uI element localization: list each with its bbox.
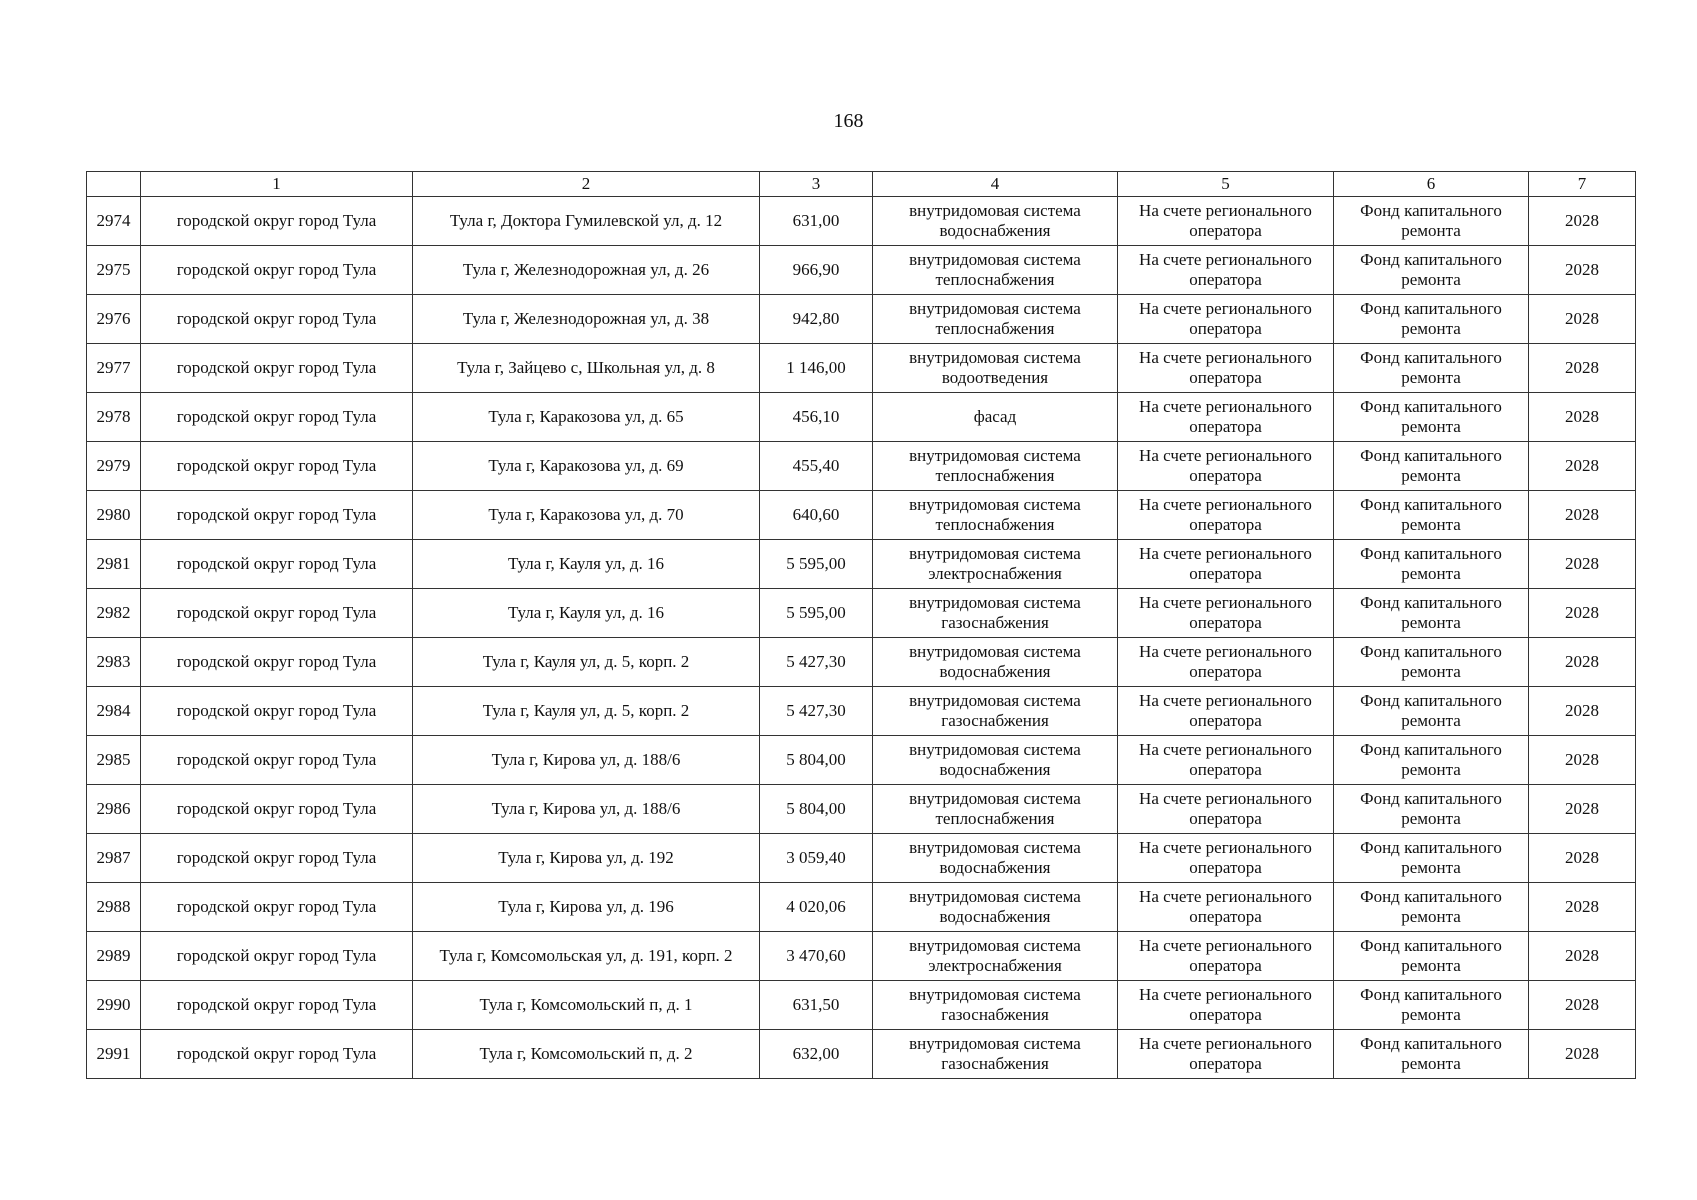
funding-source: Фонд капитального ремонта — [1334, 246, 1529, 295]
funding-source: Фонд капитального ремонта — [1334, 981, 1529, 1030]
fund-account: На счете регионального оператора — [1118, 344, 1334, 393]
year: 2028 — [1529, 344, 1636, 393]
funding-source: Фонд капитального ремонта — [1334, 491, 1529, 540]
funding-source: Фонд капитального ремонта — [1334, 785, 1529, 834]
work-type: внутридомовая система электроснабжения — [873, 932, 1118, 981]
table-row — [87, 883, 1636, 932]
row-number: 2979 — [87, 442, 141, 491]
table-row — [87, 295, 1636, 344]
row-number: 2988 — [87, 883, 141, 932]
area-value: 631,50 — [760, 981, 873, 1030]
fund-account: На счете регионального оператора — [1118, 687, 1334, 736]
municipality: городской округ город Тула — [141, 834, 413, 883]
municipality: городской округ город Тула — [141, 491, 413, 540]
row-number: 2987 — [87, 834, 141, 883]
fund-account: На счете регионального оператора — [1118, 295, 1334, 344]
table-row — [87, 197, 1636, 246]
work-type: внутридомовая система теплоснабжения — [873, 442, 1118, 491]
area-value: 942,80 — [760, 295, 873, 344]
funding-source: Фонд капитального ремонта — [1334, 295, 1529, 344]
year: 2028 — [1529, 834, 1636, 883]
address: Тула г, Железнодорожная ул, д. 26 — [413, 246, 760, 295]
fund-account: На счете регионального оператора — [1118, 736, 1334, 785]
fund-account: На счете регионального оператора — [1118, 638, 1334, 687]
address: Тула г, Кауля ул, д. 16 — [413, 589, 760, 638]
funding-source: Фонд капитального ремонта — [1334, 687, 1529, 736]
area-value: 5 595,00 — [760, 589, 873, 638]
address: Тула г, Кауля ул, д. 16 — [413, 540, 760, 589]
municipality: городской округ город Тула — [141, 736, 413, 785]
area-value: 5 804,00 — [760, 785, 873, 834]
municipality: городской округ город Тула — [141, 540, 413, 589]
year: 2028 — [1529, 197, 1636, 246]
table-row — [87, 442, 1636, 491]
row-number: 2984 — [87, 687, 141, 736]
table-row — [87, 932, 1636, 981]
year: 2028 — [1529, 393, 1636, 442]
work-type: внутридомовая система водоснабжения — [873, 883, 1118, 932]
fund-account: На счете регионального оператора — [1118, 883, 1334, 932]
work-type: внутридомовая система теплоснабжения — [873, 246, 1118, 295]
municipality: городской округ город Тула — [141, 295, 413, 344]
table-row — [87, 638, 1636, 687]
fund-account: На счете регионального оператора — [1118, 785, 1334, 834]
address: Тула г, Комсомольский п, д. 1 — [413, 981, 760, 1030]
funding-source: Фонд капитального ремонта — [1334, 344, 1529, 393]
area-value: 3 470,60 — [760, 932, 873, 981]
table-row — [87, 834, 1636, 883]
area-value: 5 804,00 — [760, 736, 873, 785]
header-row — [87, 172, 1636, 197]
area-value: 640,60 — [760, 491, 873, 540]
row-number: 2985 — [87, 736, 141, 785]
year: 2028 — [1529, 295, 1636, 344]
municipality: городской округ город Тула — [141, 246, 413, 295]
table-row — [87, 393, 1636, 442]
registry-table — [86, 171, 1636, 1079]
funding-source: Фонд капитального ремонта — [1334, 638, 1529, 687]
funding-source: Фонд капитального ремонта — [1334, 589, 1529, 638]
table-row — [87, 981, 1636, 1030]
table-body — [87, 197, 1636, 1079]
column-header-7: 7 — [1529, 172, 1636, 197]
year: 2028 — [1529, 540, 1636, 589]
municipality: городской округ город Тула — [141, 932, 413, 981]
column-header-3: 3 — [760, 172, 873, 197]
municipality: городской округ город Тула — [141, 589, 413, 638]
year: 2028 — [1529, 442, 1636, 491]
row-number: 2983 — [87, 638, 141, 687]
area-value: 3 059,40 — [760, 834, 873, 883]
table-row — [87, 736, 1636, 785]
funding-source: Фонд капитального ремонта — [1334, 834, 1529, 883]
table-row — [87, 785, 1636, 834]
work-type: фасад — [873, 393, 1118, 442]
row-number: 2991 — [87, 1030, 141, 1079]
address: Тула г, Комсомольский п, д. 2 — [413, 1030, 760, 1079]
work-type: внутридомовая система газоснабжения — [873, 1030, 1118, 1079]
table-row — [87, 246, 1636, 295]
fund-account: На счете регионального оператора — [1118, 540, 1334, 589]
address: Тула г, Каракозова ул, д. 65 — [413, 393, 760, 442]
area-value: 5 427,30 — [760, 638, 873, 687]
area-value: 5 427,30 — [760, 687, 873, 736]
column-header-5: 5 — [1118, 172, 1334, 197]
year: 2028 — [1529, 246, 1636, 295]
address: Тула г, Железнодорожная ул, д. 38 — [413, 295, 760, 344]
work-type: внутридомовая система водоснабжения — [873, 197, 1118, 246]
address: Тула г, Кирова ул, д. 188/6 — [413, 785, 760, 834]
area-value: 966,90 — [760, 246, 873, 295]
row-number: 2981 — [87, 540, 141, 589]
work-type: внутридомовая система электроснабжения — [873, 540, 1118, 589]
fund-account: На счете регионального оператора — [1118, 246, 1334, 295]
fund-account: На счете регионального оператора — [1118, 1030, 1334, 1079]
municipality: городской округ город Тула — [141, 442, 413, 491]
row-number: 2982 — [87, 589, 141, 638]
row-number: 2974 — [87, 197, 141, 246]
municipality: городской округ город Тула — [141, 197, 413, 246]
address: Тула г, Кауля ул, д. 5, корп. 2 — [413, 687, 760, 736]
address: Тула г, Кауля ул, д. 5, корп. 2 — [413, 638, 760, 687]
row-number: 2975 — [87, 246, 141, 295]
table-row — [87, 589, 1636, 638]
municipality: городской округ город Тула — [141, 393, 413, 442]
table-row — [87, 1030, 1636, 1079]
area-value: 455,40 — [760, 442, 873, 491]
table-row — [87, 344, 1636, 393]
table-row — [87, 687, 1636, 736]
row-number: 2977 — [87, 344, 141, 393]
funding-source: Фонд капитального ремонта — [1334, 393, 1529, 442]
column-header-blank — [87, 172, 141, 197]
funding-source: Фонд капитального ремонта — [1334, 197, 1529, 246]
area-value: 456,10 — [760, 393, 873, 442]
row-number: 2980 — [87, 491, 141, 540]
column-header-6: 6 — [1334, 172, 1529, 197]
table-row — [87, 491, 1636, 540]
year: 2028 — [1529, 736, 1636, 785]
municipality: городской округ город Тула — [141, 883, 413, 932]
address: Тула г, Комсомольская ул, д. 191, корп. 2 — [413, 932, 760, 981]
fund-account: На счете регионального оператора — [1118, 932, 1334, 981]
area-value: 4 020,06 — [760, 883, 873, 932]
funding-source: Фонд капитального ремонта — [1334, 442, 1529, 491]
municipality: городской округ город Тула — [141, 785, 413, 834]
year: 2028 — [1529, 589, 1636, 638]
work-type: внутридомовая система газоснабжения — [873, 981, 1118, 1030]
column-header-2: 2 — [413, 172, 760, 197]
work-type: внутридомовая система газоснабжения — [873, 687, 1118, 736]
year: 2028 — [1529, 687, 1636, 736]
area-value: 1 146,00 — [760, 344, 873, 393]
year: 2028 — [1529, 1030, 1636, 1079]
fund-account: На счете регионального оператора — [1118, 393, 1334, 442]
fund-account: На счете регионального оператора — [1118, 491, 1334, 540]
column-header-1: 1 — [141, 172, 413, 197]
municipality: городской округ город Тула — [141, 1030, 413, 1079]
row-number: 2978 — [87, 393, 141, 442]
municipality: городской округ город Тула — [141, 344, 413, 393]
fund-account: На счете регионального оператора — [1118, 197, 1334, 246]
fund-account: На счете регионального оператора — [1118, 589, 1334, 638]
row-number: 2990 — [87, 981, 141, 1030]
work-type: внутридомовая система водоснабжения — [873, 638, 1118, 687]
table-header — [87, 172, 1636, 197]
row-number: 2989 — [87, 932, 141, 981]
area-value: 5 595,00 — [760, 540, 873, 589]
page-number: 168 — [833, 110, 864, 132]
work-type: внутридомовая система водоснабжения — [873, 736, 1118, 785]
funding-source: Фонд капитального ремонта — [1334, 883, 1529, 932]
year: 2028 — [1529, 932, 1636, 981]
work-type: внутридомовая система водоотведения — [873, 344, 1118, 393]
area-value: 632,00 — [760, 1030, 873, 1079]
year: 2028 — [1529, 883, 1636, 932]
address: Тула г, Кирова ул, д. 192 — [413, 834, 760, 883]
address: Тула г, Кирова ул, д. 188/6 — [413, 736, 760, 785]
municipality: городской округ город Тула — [141, 638, 413, 687]
row-number: 2986 — [87, 785, 141, 834]
row-number: 2976 — [87, 295, 141, 344]
fund-account: На счете регионального оператора — [1118, 834, 1334, 883]
funding-source: Фонд капитального ремонта — [1334, 1030, 1529, 1079]
fund-account: На счете регионального оператора — [1118, 442, 1334, 491]
work-type: внутридомовая система теплоснабжения — [873, 295, 1118, 344]
fund-account: На счете регионального оператора — [1118, 981, 1334, 1030]
column-header-4: 4 — [873, 172, 1118, 197]
work-type: внутридомовая система теплоснабжения — [873, 491, 1118, 540]
year: 2028 — [1529, 638, 1636, 687]
year: 2028 — [1529, 491, 1636, 540]
work-type: внутридомовая система теплоснабжения — [873, 785, 1118, 834]
year: 2028 — [1529, 785, 1636, 834]
year: 2028 — [1529, 981, 1636, 1030]
work-type: внутридомовая система газоснабжения — [873, 589, 1118, 638]
address: Тула г, Каракозова ул, д. 69 — [413, 442, 760, 491]
funding-source: Фонд капитального ремонта — [1334, 736, 1529, 785]
address: Тула г, Кирова ул, д. 196 — [413, 883, 760, 932]
address: Тула г, Зайцево с, Школьная ул, д. 8 — [413, 344, 760, 393]
address: Тула г, Каракозова ул, д. 70 — [413, 491, 760, 540]
municipality: городской округ город Тула — [141, 687, 413, 736]
funding-source: Фонд капитального ремонта — [1334, 540, 1529, 589]
area-value: 631,00 — [760, 197, 873, 246]
table-row — [87, 540, 1636, 589]
work-type: внутридомовая система водоснабжения — [873, 834, 1118, 883]
funding-source: Фонд капитального ремонта — [1334, 932, 1529, 981]
address: Тула г, Доктора Гумилевской ул, д. 12 — [413, 197, 760, 246]
municipality: городской округ город Тула — [141, 981, 413, 1030]
